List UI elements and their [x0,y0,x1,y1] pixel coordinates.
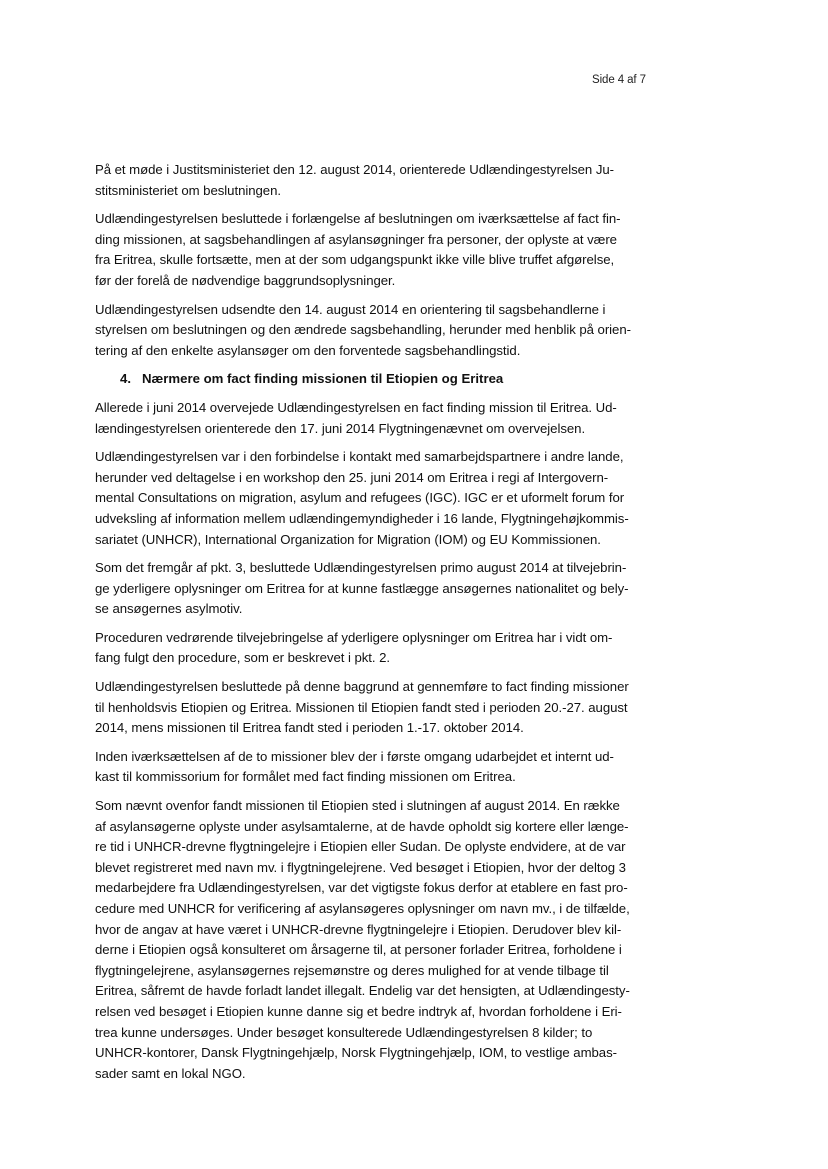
page-number: Side 4 af 7 [592,74,646,86]
paragraph-case-processing-decision: Udlændingestyrelsen besluttede i forlængelse af beslutningen om iværksættelse af fact fin- ding missionen, at sagsbehandlingen af asylansøgninger fra personer, der oplyste at være fra Eritrea, skulle fortsætte, men at der som udgangspunkt ikke ville blive truffet afgørelse, før der forelå de nødvendige baggrundsoplysninger. [95,211,621,288]
section-heading [95,369,665,390]
paragraph-procedure: Proceduren vedrørende tilvejebringelse af yderligere oplysninger om Eritrea har i vidt om- fang fulgt den procedure, som er beskrevet i pkt. 2. [95,629,613,666]
paragraph-additional-information: Som det fremgår af pkt. 3, besluttede Udlændingestyrelsen primo august 2014 at tilvejebrin- ge yderligere oplysninger om Eritrea for at kunne fastlægge ansøgernes nationalitet og bely- se ansøgernes asylmotiv. [95,560,629,617]
section-number: 4. [120,371,131,387]
paragraph-june-consideration: Allerede i juni 2014 overvejede Udlændingestyrelsen en fact finding mission til Eritrea. Ud- lændingestyrelsen orienterede den 17. juni 2014 Flygtningenævnet om overvejelsen. [95,399,617,436]
paragraph-igc-workshop: Udlændingestyrelsen var i den forbindelse i kontakt med samarbejdspartnere i andre lande, herunder ved deltagelse i en workshop den 25. juni 2014 om Eritrea i regi af Intergovern- mental Consultations on migration, asylum and refugees (IGC). IGC er et uformelt forum for udveksling af information mellem udlændingemyndigheder i 16 lande, Flygtningehøjkommis- sariatet (UNHCR), International Organization for Migration (IOM) og EU Kommissionen. [95,449,629,547]
paragraph-meeting-justice-ministry: På et møde i Justitsministeriet den 12. august 2014, orienterede Udlændingestyrelsen Ju- stitsministeriet om beslutningen. [95,162,614,198]
paragraph-orientation-caseworkers: Udlændingestyrelsen udsendte den 14. august 2014 en orientering til sagsbehandlerne i styrelsen om beslutningen og den ændrede sagsbehandling, herunder med henblik på orien- tering af den enkelte asylansøger om den forventede sagsbehandlingstid. [95,301,631,358]
document-body [95,160,665,1092]
paragraph-ethiopia-mission: Som nævnt ovenfor fandt missionen til Etiopien sted i slutningen af august 2014. En række af asylansøgerne oplyste under asylsamtalerne, at de havde opholdt sig kortere eller længe- re tid i UNHCR-drevne flygtningelejre i Etiopien eller Sudan. De oplyste endvidere, at de var blevet registreret med navn mv. i flygtningelejrene. Ved besøget i Etiopien, hvor der deltog 3 medarbejdere fra Udlændingestyrelsen, var det vigtigste fokus derfor at etablere en fast pro- cedure med UNHCR for verificering af asylansøgeres oplysninger om navn mv., i de tilfælde, hvor de angav at have været i UNHCR-drevne flygtningelejre i Etiopien. Derudover blev kil- derne i Etiopien også konsulteret om årsagerne til, at personer forlader Eritrea, forholdene i flygtningelejrene, asylansøgernes rejsemønstre og deres mulighed for at vende tilbage til Eritrea, såfremt de havde forladt landet illegalt. Endelig var det hensigten, at Udlændingesty- relsen ved besøget i Etiopien kunne danne sig et bedre indtryk af, hvordan forholdene i Eri- trea kunne undersøges. Under besøget konsulterede Udlændingestyrelsen 8 kilder; to UNHCR-kontorer, Dansk Flygtningehjælp, Norsk Flygtningehjælp, IOM, to vestlige ambas- sader samt en lokal NGO. [95,798,630,1081]
section-title: Nærmere om fact finding missionen til Etiopien og Eritrea [142,371,504,387]
paragraph-internal-draft: Inden iværksættelsen af de to missioner blev der i første omgang udarbejdet et internt ud- kast til kommissorium for formålet med fact finding missionen om Eritrea. [95,748,614,785]
paragraph-two-missions: Udlændingestyrelsen besluttede på denne baggrund at gennemføre to fact finding missioner til henholdsvis Etiopien og Eritrea. Missionen til Etiopien fandt sted i perioden 20.-27. august 2014, mens missionen til Eritrea fandt sted i perioden 1.-17. oktober 2014. [95,679,629,736]
